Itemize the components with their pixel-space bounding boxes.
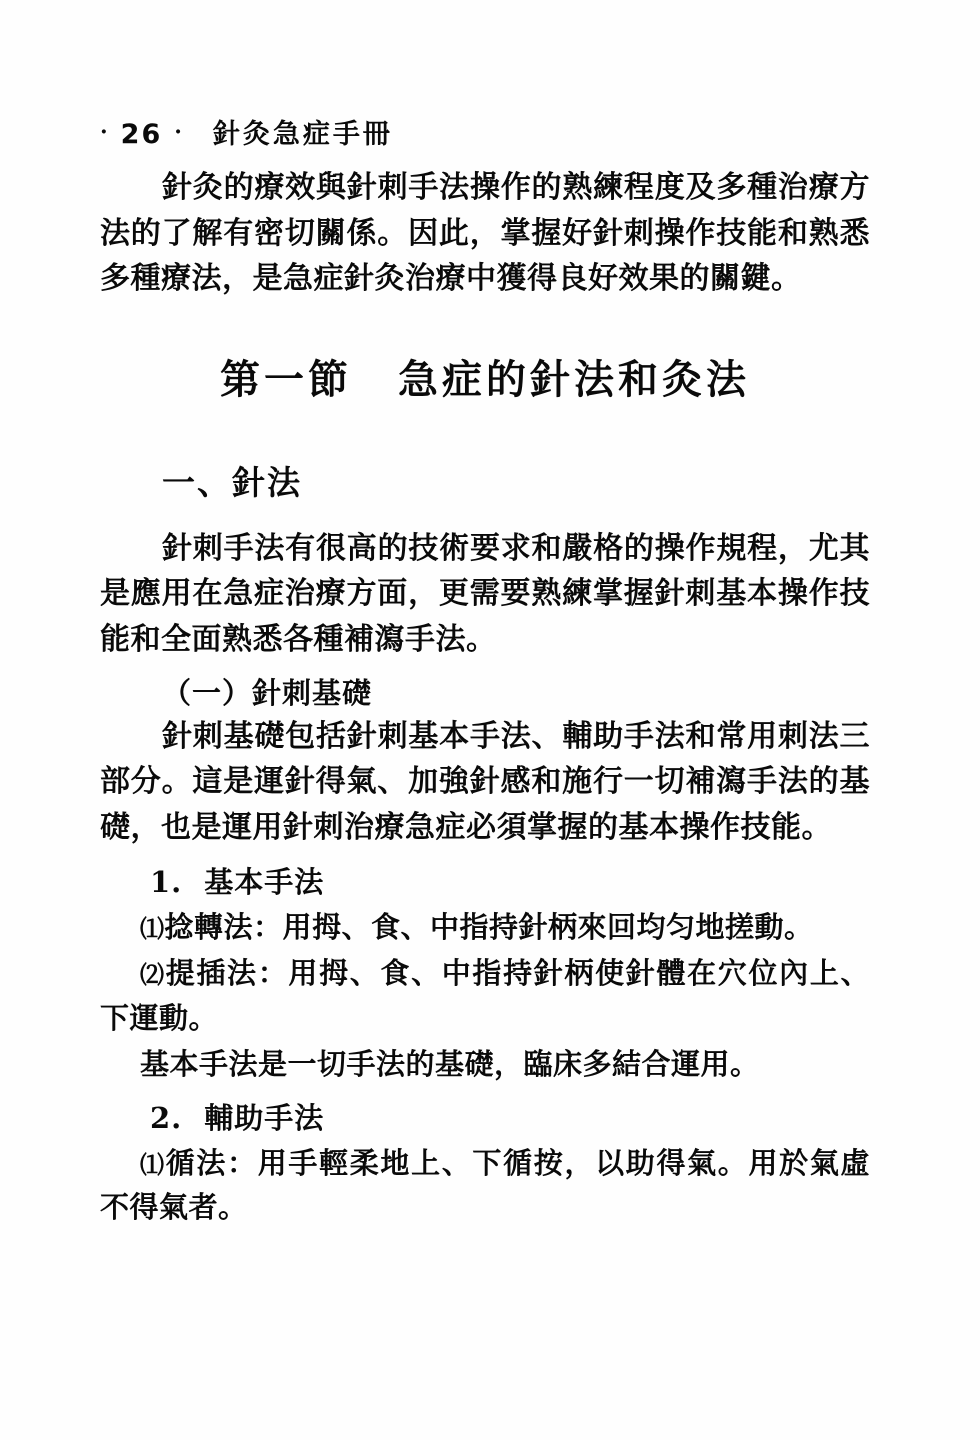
entry-text: 循法：用手輕柔地上、下循按，以助得氣。用於氣虛不得氣者。 [100, 1145, 870, 1224]
book-title: 針灸急症手冊 [212, 119, 393, 150]
part-one-heading: （一）針刺基礎 [162, 675, 373, 710]
intro-paragraph: 針灸的療效與針刺手法操作的熟練程度及多種治療方法的了解有密切關係。因此，掌握好針刺操作技能和熟悉多種療法，是急症針灸治療中獲得良好效果的關鍵。 [100, 170, 870, 297]
entry-marker: ⑴ [140, 914, 165, 944]
section-heading [100, 348, 870, 405]
entry-marker: ⑴ [140, 1149, 166, 1179]
header-bullet-left: · [100, 119, 109, 145]
section-title: 急症的針法和灸法 [398, 355, 750, 403]
running-head [100, 112, 870, 151]
item-2-number: 2. [150, 1100, 183, 1135]
numbered-item-1 [100, 860, 870, 901]
item-1-entry-1 [100, 905, 870, 949]
item-1-title: 基本手法 [204, 865, 325, 900]
subsection-heading: 一、針法 [162, 462, 302, 502]
item-1-entry-2 [100, 951, 870, 1039]
item-1-number: 1. [150, 865, 183, 900]
item-1-closing: 基本手法是一切手法的基礎，臨床多結合運用。 [140, 1046, 760, 1081]
subsection-paragraph: 針刺手法有很高的技術要求和嚴格的操作規程，尤其是應用在急症治療方面，更需要熟練掌握針刺基本操作技能和全面熟悉各種補瀉手法。 [100, 530, 870, 657]
page-content [100, 112, 870, 1231]
entry-marker: ⑵ [140, 960, 166, 990]
page-number: 26 [120, 119, 163, 150]
numbered-item-2 [100, 1096, 870, 1137]
item-2-title: 輔助手法 [204, 1100, 325, 1135]
entry-text: 提插法：用拇、食、中指持針柄使針體在穴位內上、下運動。 [100, 956, 870, 1035]
entry-text: 捻轉法：用拇、食、中指持針柄來回均匀地搓動。 [164, 910, 814, 945]
part-one-paragraph: 針刺基礎包括針刺基本手法、輔助手法和常用刺法三部分。這是運針得氣、加強針感和施行一切補瀉手法的基礎，也是運用針刺治療急症必須掌握的基本操作技能。 [100, 718, 870, 845]
section-label: 第一節 [220, 355, 352, 403]
header-bullet-right: · [174, 119, 183, 145]
item-2-entry-1 [100, 1141, 870, 1229]
